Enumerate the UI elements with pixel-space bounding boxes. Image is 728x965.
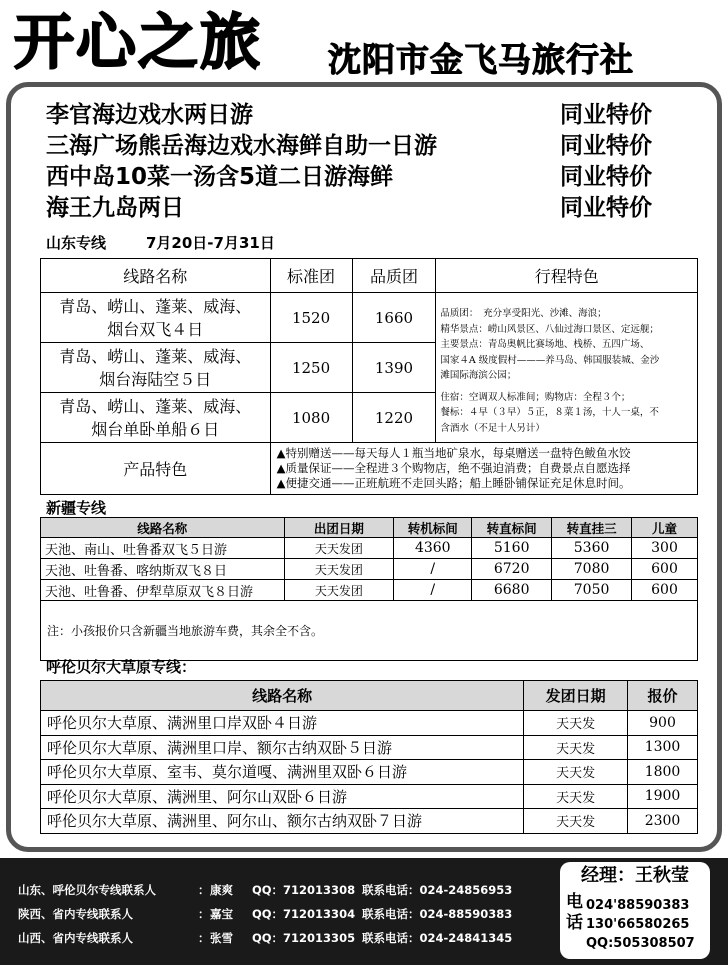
hulunbuir-table: [40, 680, 698, 834]
manager-tel[interactable]: 024'88590383: [586, 898, 690, 913]
route-cell: 呼伦贝尔大草原、满洲里、阿尔山、额尔古纳双卧７日游: [41, 809, 524, 834]
promo-name: 西中岛10菜一汤含5道二日游海鲜: [46, 164, 394, 190]
price-cell: 5160: [472, 538, 552, 559]
contact-line-label: 山东、呼伦贝尔专线联系人: [18, 883, 156, 897]
route-cell: 天池、吐鲁番、喀纳斯双飞８日: [41, 559, 285, 580]
manager-mobile[interactable]: 130'66580265: [586, 917, 690, 932]
contact-tel[interactable]: 联系电话：024-24841345: [362, 931, 513, 945]
feature-line: 住宿：空调双人标准间；购物店：全程３个；: [440, 391, 631, 403]
col-header: 线路名称: [41, 518, 285, 538]
contact-name: 张雪: [210, 931, 233, 945]
contact-name: 康爽: [210, 883, 233, 897]
route-line: 青岛、崂山、蓬莱、威海、: [59, 396, 252, 416]
child-price-cell: 600: [632, 559, 698, 580]
contact-line-label: 陕西、省内专线联系人: [18, 907, 133, 921]
standard-price: 1520: [270, 293, 352, 343]
table-header-row: [41, 518, 698, 538]
table-row[interactable]: [41, 293, 698, 343]
col-header: 出团日期: [284, 518, 394, 538]
route-cell: 呼伦贝尔大草原、满洲里、阿尔山双卧６日游: [41, 784, 524, 809]
features-cell: [436, 293, 698, 443]
manager-contacts: [586, 896, 695, 953]
promo-name: 李官海边戏水两日游: [46, 102, 253, 128]
shandong-title: 山东专线: [46, 234, 107, 252]
route-line: 青岛、崂山、蓬莱、威海、: [59, 296, 252, 316]
col-header: 线路名称: [41, 259, 271, 293]
date-cell: 天天发团: [284, 580, 394, 601]
product-feature: ▲质量保证——全程进３个购物店，绝不强迫消费；自费景点自愿选择: [276, 461, 631, 475]
col-header: 线路名称: [41, 681, 524, 711]
standard-price: 1250: [270, 343, 352, 393]
brand-title: 开心之旅: [14, 8, 262, 78]
feature-line: 精华景点：崂山风景区、八仙过海口景区、定远舰；: [440, 323, 659, 335]
promo-price: 同业特价: [560, 133, 652, 159]
col-header: 行程特色: [436, 259, 698, 293]
child-price-cell: 600: [632, 580, 698, 601]
xinjiang-table: [40, 517, 698, 661]
price-cell: /: [394, 559, 472, 580]
manager-name: 经理：王秋莹: [581, 865, 689, 886]
date-cell: 天天发: [524, 760, 628, 785]
promo-name: 三海广场熊岳海边戏水海鲜自助一日游: [46, 133, 437, 159]
feature-line: 品质团： 充分享受阳光、沙滩、海浪；: [440, 308, 607, 319]
promo-price: 同业特价: [560, 102, 652, 128]
route-line: 烟台海陆空５日: [99, 369, 212, 389]
manager-card: [560, 862, 710, 959]
contact-tel[interactable]: 联系电话：024-88590383: [362, 907, 513, 921]
price-cell: 2300: [628, 809, 698, 834]
date-cell: 天天发团: [284, 538, 394, 559]
shandong-dates: 7月20日-7月31日: [146, 234, 275, 252]
date-cell: 天天发团: [284, 559, 394, 580]
table-header-row: [41, 681, 698, 711]
col-header: 发团日期: [524, 681, 628, 711]
table-row[interactable]: [41, 760, 698, 785]
promo-name: 海王九岛两日: [46, 195, 184, 221]
route-cell: 天池、南山、吐鲁番双飞５日游: [41, 538, 285, 559]
col-header: 转直挂三: [552, 518, 632, 538]
price-cell: 1300: [628, 735, 698, 760]
feature-line: 餐标：４早（３早）５正，８菜１汤，十人一桌，不: [440, 407, 659, 418]
price-cell: 7050: [552, 580, 632, 601]
quality-price: 1660: [352, 293, 436, 343]
table-row[interactable]: [41, 580, 698, 601]
xinjiang-note: 注：小孩报价只含新疆当地旅游车费，其余全不含。: [41, 601, 698, 661]
price-cell: 1900: [628, 784, 698, 809]
table-row[interactable]: [41, 735, 698, 760]
manager-qq[interactable]: QQ:505308507: [586, 936, 695, 951]
route-line: 青岛、崂山、蓬莱、威海、: [59, 346, 252, 366]
route-cell: 呼伦贝尔大草原、室韦、莫尔道嘎、满洲里双卧６日游: [41, 760, 524, 785]
price-cell: 6680: [472, 580, 552, 601]
xinjiang-title: 新疆专线: [46, 499, 107, 517]
product-features-label: 产品特色: [41, 443, 271, 495]
contact-colon: ：: [198, 883, 210, 897]
standard-price: 1080: [270, 393, 352, 443]
price-cell: 900: [628, 711, 698, 736]
hulunbuir-title: 呼伦贝尔大草原专线：: [46, 658, 197, 676]
contact-qq[interactable]: QQ：712013305: [252, 931, 356, 945]
quality-price: 1390: [352, 343, 436, 393]
date-cell: 天天发: [524, 784, 628, 809]
route-cell: 天池、吐鲁番、伊犁草原双飞８日游: [41, 580, 285, 601]
route-line: 烟台双飞４日: [107, 319, 204, 339]
product-feature: ▲便捷交通——正班航班不走回头路；船上睡卧铺保证充足休息时间。: [276, 476, 631, 490]
promo-price: 同业特价: [560, 164, 652, 190]
table-header-row: [41, 259, 698, 293]
route-cell: 呼伦贝尔大草原、满洲里口岸、额尔古纳双卧５日游: [41, 735, 524, 760]
quality-price: 1220: [352, 393, 436, 443]
col-header: 品质团: [352, 259, 436, 293]
route-line: 烟台单卧单船６日: [91, 419, 220, 439]
price-cell: 1800: [628, 760, 698, 785]
date-cell: 天天发: [524, 735, 628, 760]
price-cell: 7080: [552, 559, 632, 580]
price-cell: 5360: [552, 538, 632, 559]
route-cell: [41, 343, 271, 393]
contact-footer: [0, 858, 728, 965]
feature-line: 国家４A 级度假村———养马岛、韩国服装城、金沙: [440, 354, 660, 366]
child-price-cell: 300: [632, 538, 698, 559]
contact-colon: ：: [198, 931, 210, 945]
table-row[interactable]: [41, 784, 698, 809]
date-cell: 天天发: [524, 809, 628, 834]
table-row[interactable]: [41, 538, 698, 559]
col-header: 转直标间: [472, 518, 552, 538]
price-cell: 6720: [472, 559, 552, 580]
promo-price: 同业特价: [560, 195, 652, 221]
price-cell: /: [394, 580, 472, 601]
page-header: [0, 0, 728, 88]
contact-colon: ：: [198, 907, 210, 921]
table-row[interactable]: [41, 559, 698, 580]
feature-line: 含酒水（不足十人另计）: [440, 422, 545, 434]
col-header: 儿童: [632, 518, 698, 538]
note-row: [41, 601, 698, 661]
contact-name: 嘉宝: [210, 907, 233, 921]
route-cell: [41, 293, 271, 343]
contact-line-label: 山西、省内专线联系人: [18, 931, 133, 945]
agency-name: 沈阳市金飞马旅行社: [328, 40, 634, 79]
product-features-items: [270, 443, 697, 495]
contact-tel[interactable]: 联系电话：024-24856953: [362, 883, 513, 897]
date-cell: 天天发: [524, 711, 628, 736]
table-row[interactable]: [41, 711, 698, 736]
col-header: 标准团: [270, 259, 352, 293]
product-features-row: [41, 443, 698, 495]
shandong-table: [40, 258, 698, 495]
col-header: 报价: [628, 681, 698, 711]
feature-line: 主要景点：青岛奥帆比赛场地、栈桥、五四广场、: [440, 339, 650, 350]
route-cell: [41, 393, 271, 443]
route-cell: 呼伦贝尔大草原、满洲里口岸双卧４日游: [41, 711, 524, 736]
contact-qq[interactable]: QQ：712013308: [252, 883, 356, 897]
table-row[interactable]: [41, 809, 698, 834]
col-header: 转机标间: [394, 518, 472, 538]
price-cell: 4360: [394, 538, 472, 559]
tel-label: 电话: [566, 892, 583, 933]
contact-qq[interactable]: QQ：712013304: [252, 907, 356, 921]
product-feature: ▲特别赠送——每天每人１瓶当地矿泉水，每桌赠送一盘特色鲅鱼水饺: [276, 446, 631, 460]
feature-line: 滩国际海滨公园；: [440, 370, 517, 381]
